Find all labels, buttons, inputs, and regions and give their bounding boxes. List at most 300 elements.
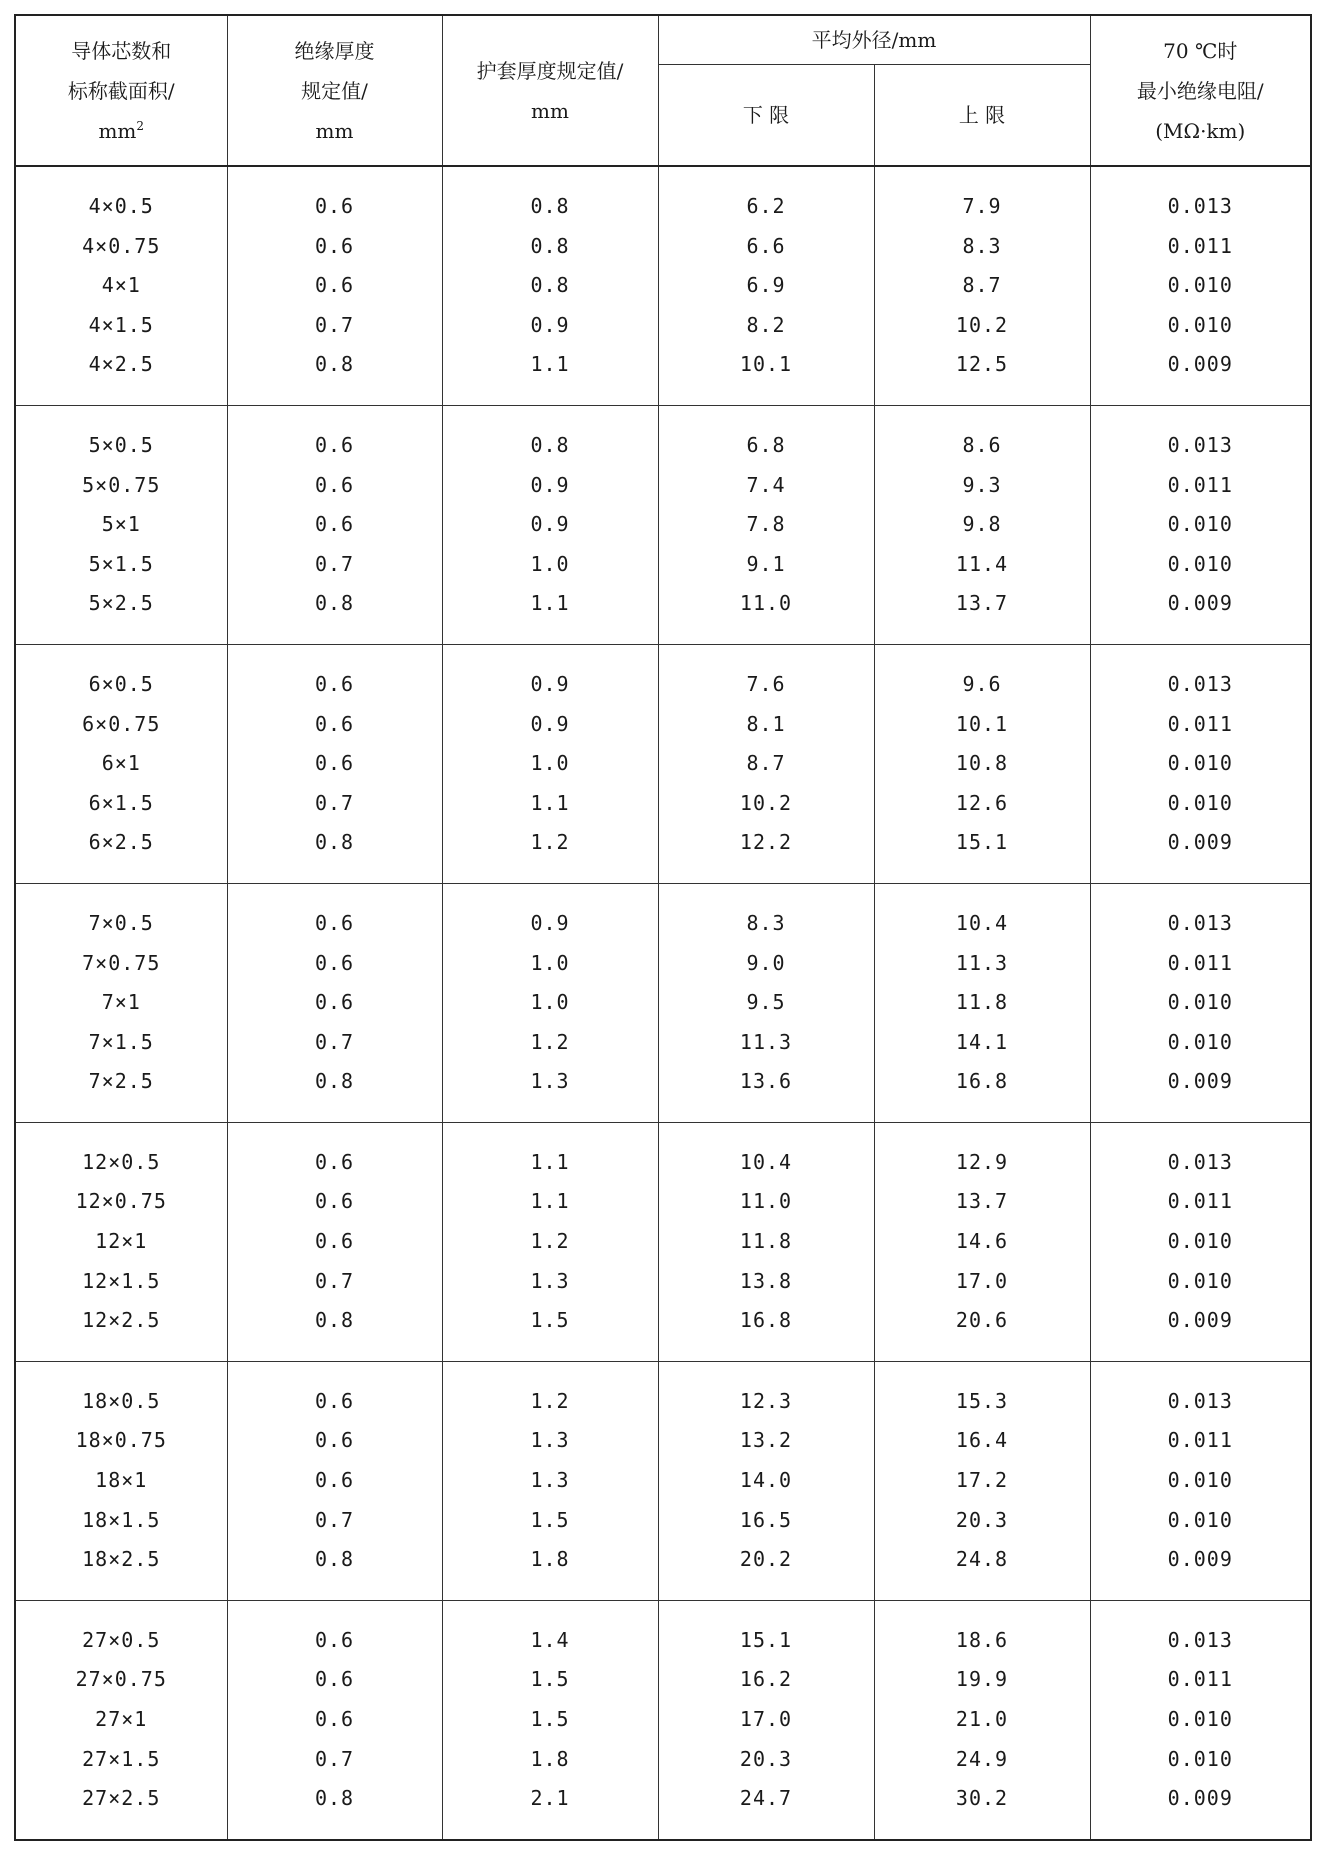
insulation-cell: 0.7 xyxy=(227,306,442,346)
lower-limit-cell: 9.5 xyxy=(658,983,874,1023)
spacer-cell xyxy=(442,1600,658,1621)
resistance-cell: 0.011 xyxy=(1090,227,1311,267)
sheath-cell: 0.9 xyxy=(442,705,658,745)
insulation-cell: 0.6 xyxy=(227,1461,442,1501)
upper-limit-cell: 18.6 xyxy=(874,1621,1090,1661)
spacer-cell xyxy=(15,644,227,665)
table-row xyxy=(15,1779,1311,1819)
spacer-cell xyxy=(15,385,227,406)
spacer-cell xyxy=(227,1361,442,1382)
conductor-cell: 4×1 xyxy=(15,266,227,306)
table-row xyxy=(15,505,1311,545)
header-mean-outer-diameter: 平均外径/mm xyxy=(658,15,1090,65)
spacer-cell xyxy=(1090,1102,1311,1123)
spacer-cell xyxy=(1090,1600,1311,1621)
resistance-cell: 0.010 xyxy=(1090,744,1311,784)
upper-limit-cell: 16.8 xyxy=(874,1062,1090,1102)
insulation-cell: 0.8 xyxy=(227,1062,442,1102)
sheath-cell: 1.4 xyxy=(442,1621,658,1661)
spacer-cell xyxy=(658,1122,874,1143)
spacer-cell xyxy=(874,405,1090,426)
spacer-cell xyxy=(1090,1341,1311,1362)
sheath-cell: 1.1 xyxy=(442,784,658,824)
conductor-cell: 4×0.5 xyxy=(15,187,227,227)
insulation-cell: 0.6 xyxy=(227,1621,442,1661)
insulation-cell: 0.8 xyxy=(227,1301,442,1341)
resistance-cell: 0.013 xyxy=(1090,1621,1311,1661)
conductor-cell: 5×1 xyxy=(15,505,227,545)
table-row xyxy=(15,345,1311,385)
conductor-cell: 18×0.75 xyxy=(15,1421,227,1461)
table-row xyxy=(15,744,1311,784)
conductor-cell: 5×1.5 xyxy=(15,545,227,585)
upper-limit-cell: 12.5 xyxy=(874,345,1090,385)
conductor-cell: 27×2.5 xyxy=(15,1779,227,1819)
spacer-cell xyxy=(658,1600,874,1621)
lower-limit-cell: 7.8 xyxy=(658,505,874,545)
group-spacer xyxy=(15,644,1311,665)
sheath-cell: 0.9 xyxy=(442,505,658,545)
upper-limit-cell: 9.8 xyxy=(874,505,1090,545)
resistance-cell: 0.009 xyxy=(1090,584,1311,624)
spacer-cell xyxy=(874,883,1090,904)
spacer-cell xyxy=(442,644,658,665)
spacer-cell xyxy=(15,624,227,645)
lower-limit-cell: 11.8 xyxy=(658,1222,874,1262)
spacer-cell xyxy=(874,644,1090,665)
spacer-cell xyxy=(658,883,874,904)
conductor-cell: 7×0.5 xyxy=(15,904,227,944)
insulation-cell: 0.6 xyxy=(227,705,442,745)
resistance-cell: 0.010 xyxy=(1090,784,1311,824)
spacer-cell xyxy=(442,1580,658,1601)
spacer-cell xyxy=(442,883,658,904)
spacer-cell xyxy=(442,405,658,426)
table-row xyxy=(15,584,1311,624)
insulation-cell: 0.6 xyxy=(227,1143,442,1183)
conductor-cell: 12×1.5 xyxy=(15,1262,227,1302)
conductor-cell: 6×0.75 xyxy=(15,705,227,745)
conductor-cell: 27×1 xyxy=(15,1700,227,1740)
header-min-insulation-resistance: 70 ℃时 最小绝缘电阻/ (MΩ·km) xyxy=(1090,15,1311,166)
lower-limit-cell: 6.2 xyxy=(658,187,874,227)
upper-limit-cell: 15.3 xyxy=(874,1382,1090,1422)
spacer-cell xyxy=(227,644,442,665)
insulation-cell: 0.6 xyxy=(227,426,442,466)
spacer-cell xyxy=(15,1361,227,1382)
insulation-cell: 0.8 xyxy=(227,584,442,624)
spacer-cell xyxy=(227,624,442,645)
header-upper-limit: 上 限 xyxy=(874,65,1090,167)
table-row xyxy=(15,545,1311,585)
sheath-cell: 1.5 xyxy=(442,1301,658,1341)
resistance-cell: 0.009 xyxy=(1090,1779,1311,1819)
cable-spec-table xyxy=(14,14,1312,1841)
conductor-cell: 4×0.75 xyxy=(15,227,227,267)
conductor-cell: 27×0.5 xyxy=(15,1621,227,1661)
header-conductor: 导体芯数和 标称截面积/ $mm^2$ xyxy=(15,15,227,166)
lower-limit-cell: 6.9 xyxy=(658,266,874,306)
upper-limit-cell: 10.1 xyxy=(874,705,1090,745)
spacer-cell xyxy=(1090,1819,1311,1840)
upper-limit-cell: 15.1 xyxy=(874,823,1090,863)
table-row xyxy=(15,983,1311,1023)
sheath-cell: 1.8 xyxy=(442,1740,658,1780)
resistance-cell: 0.013 xyxy=(1090,904,1311,944)
insulation-cell: 0.6 xyxy=(227,944,442,984)
conductor-cell: 12×2.5 xyxy=(15,1301,227,1341)
spacer-cell xyxy=(1090,1122,1311,1143)
spacer-cell xyxy=(874,1819,1090,1840)
spacer-cell xyxy=(658,863,874,884)
sheath-cell: 1.2 xyxy=(442,823,658,863)
conductor-cell: 7×1.5 xyxy=(15,1023,227,1063)
table-row xyxy=(15,426,1311,466)
insulation-cell: 0.8 xyxy=(227,345,442,385)
upper-limit-cell: 11.3 xyxy=(874,944,1090,984)
sheath-cell: 0.8 xyxy=(442,227,658,267)
group-spacer xyxy=(15,1361,1311,1382)
upper-limit-cell: 8.3 xyxy=(874,227,1090,267)
insulation-cell: 0.6 xyxy=(227,1700,442,1740)
spacer-cell xyxy=(1090,385,1311,406)
insulation-cell: 0.6 xyxy=(227,1421,442,1461)
group-spacer xyxy=(15,1122,1311,1143)
spacer-cell xyxy=(1090,883,1311,904)
table-body xyxy=(15,166,1311,1840)
table-header xyxy=(15,15,1311,166)
upper-limit-cell: 12.6 xyxy=(874,784,1090,824)
spacer-cell xyxy=(15,863,227,884)
table-row xyxy=(15,1262,1311,1302)
spacer-cell xyxy=(874,1122,1090,1143)
insulation-cell: 0.7 xyxy=(227,784,442,824)
sheath-cell: 2.1 xyxy=(442,1779,658,1819)
spacer-cell xyxy=(658,385,874,406)
lower-limit-cell: 12.2 xyxy=(658,823,874,863)
spacer-cell xyxy=(658,1361,874,1382)
table-row xyxy=(15,1461,1311,1501)
spacer-cell xyxy=(658,1580,874,1601)
spacer-cell xyxy=(227,166,442,187)
lower-limit-cell: 17.0 xyxy=(658,1700,874,1740)
resistance-cell: 0.010 xyxy=(1090,1501,1311,1541)
upper-limit-cell: 8.6 xyxy=(874,426,1090,466)
sheath-cell: 0.9 xyxy=(442,306,658,346)
resistance-cell: 0.009 xyxy=(1090,1540,1311,1580)
sheath-cell: 1.0 xyxy=(442,545,658,585)
spacer-cell xyxy=(442,1122,658,1143)
spacer-cell xyxy=(658,1819,874,1840)
spacer-cell xyxy=(874,1600,1090,1621)
sheath-cell: 1.3 xyxy=(442,1461,658,1501)
lower-limit-cell: 24.7 xyxy=(658,1779,874,1819)
lower-limit-cell: 9.0 xyxy=(658,944,874,984)
lower-limit-cell: 13.6 xyxy=(658,1062,874,1102)
insulation-cell: 0.6 xyxy=(227,505,442,545)
table-row xyxy=(15,466,1311,506)
spacer-cell xyxy=(227,385,442,406)
spacer-cell xyxy=(227,1580,442,1601)
group-spacer xyxy=(15,385,1311,406)
lower-limit-cell: 15.1 xyxy=(658,1621,874,1661)
resistance-cell: 0.010 xyxy=(1090,1222,1311,1262)
spacer-cell xyxy=(227,863,442,884)
table-row xyxy=(15,1501,1311,1541)
upper-limit-cell: 17.0 xyxy=(874,1262,1090,1302)
insulation-cell: 0.6 xyxy=(227,187,442,227)
insulation-cell: 0.6 xyxy=(227,227,442,267)
spacer-cell xyxy=(227,1819,442,1840)
table-row xyxy=(15,266,1311,306)
table-row xyxy=(15,1062,1311,1102)
table-row xyxy=(15,1143,1311,1183)
conductor-cell: 4×1.5 xyxy=(15,306,227,346)
resistance-cell: 0.013 xyxy=(1090,1143,1311,1183)
resistance-cell: 0.011 xyxy=(1090,1660,1311,1700)
resistance-cell: 0.010 xyxy=(1090,1262,1311,1302)
sheath-cell: 1.1 xyxy=(442,1143,658,1183)
spacer-cell xyxy=(442,624,658,645)
conductor-cell: 27×1.5 xyxy=(15,1740,227,1780)
group-spacer xyxy=(15,883,1311,904)
upper-limit-cell: 20.3 xyxy=(874,1501,1090,1541)
resistance-cell: 0.013 xyxy=(1090,187,1311,227)
resistance-cell: 0.010 xyxy=(1090,1023,1311,1063)
conductor-cell: 18×1.5 xyxy=(15,1501,227,1541)
conductor-cell: 6×0.5 xyxy=(15,665,227,705)
spacer-cell xyxy=(1090,405,1311,426)
header-insulation-thickness: 绝缘厚度 规定值/ mm xyxy=(227,15,442,166)
table-row xyxy=(15,1740,1311,1780)
upper-limit-cell: 11.8 xyxy=(874,983,1090,1023)
sheath-cell: 1.2 xyxy=(442,1382,658,1422)
upper-limit-cell: 17.2 xyxy=(874,1461,1090,1501)
resistance-cell: 0.011 xyxy=(1090,1421,1311,1461)
upper-limit-cell: 9.3 xyxy=(874,466,1090,506)
group-spacer xyxy=(15,1341,1311,1362)
conductor-cell: 4×2.5 xyxy=(15,345,227,385)
group-spacer xyxy=(15,1600,1311,1621)
spacer-cell xyxy=(227,1341,442,1362)
spacer-cell xyxy=(874,624,1090,645)
sheath-cell: 1.2 xyxy=(442,1222,658,1262)
lower-limit-cell: 14.0 xyxy=(658,1461,874,1501)
conductor-cell: 12×1 xyxy=(15,1222,227,1262)
insulation-cell: 0.6 xyxy=(227,1182,442,1222)
lower-limit-cell: 11.0 xyxy=(658,1182,874,1222)
group-spacer xyxy=(15,166,1311,187)
conductor-cell: 27×0.75 xyxy=(15,1660,227,1700)
resistance-cell: 0.011 xyxy=(1090,466,1311,506)
insulation-cell: 0.7 xyxy=(227,1501,442,1541)
spacer-cell xyxy=(874,1341,1090,1362)
sheath-cell: 0.8 xyxy=(442,187,658,227)
spacer-cell xyxy=(442,166,658,187)
insulation-cell: 0.8 xyxy=(227,823,442,863)
sheath-cell: 1.2 xyxy=(442,1023,658,1063)
upper-limit-cell: 10.2 xyxy=(874,306,1090,346)
table-row xyxy=(15,1382,1311,1422)
spacer-cell xyxy=(874,1580,1090,1601)
group-spacer xyxy=(15,624,1311,645)
table-row xyxy=(15,1621,1311,1661)
upper-limit-cell: 30.2 xyxy=(874,1779,1090,1819)
resistance-cell: 0.010 xyxy=(1090,306,1311,346)
spacer-cell xyxy=(227,1122,442,1143)
table-row xyxy=(15,1700,1311,1740)
insulation-cell: 0.6 xyxy=(227,983,442,1023)
resistance-cell: 0.010 xyxy=(1090,505,1311,545)
conductor-cell: 5×0.75 xyxy=(15,466,227,506)
group-spacer xyxy=(15,1102,1311,1123)
lower-limit-cell: 16.5 xyxy=(658,1501,874,1541)
table-row xyxy=(15,904,1311,944)
sheath-cell: 1.1 xyxy=(442,1182,658,1222)
resistance-cell: 0.010 xyxy=(1090,266,1311,306)
lower-limit-cell: 7.4 xyxy=(658,466,874,506)
lower-limit-cell: 6.6 xyxy=(658,227,874,267)
insulation-cell: 0.6 xyxy=(227,266,442,306)
upper-limit-cell: 16.4 xyxy=(874,1421,1090,1461)
sheath-cell: 1.3 xyxy=(442,1262,658,1302)
spacer-cell xyxy=(1090,1580,1311,1601)
spacer-cell xyxy=(15,1819,227,1840)
lower-limit-cell: 8.3 xyxy=(658,904,874,944)
conductor-cell: 18×0.5 xyxy=(15,1382,227,1422)
upper-limit-cell: 24.8 xyxy=(874,1540,1090,1580)
conductor-cell: 7×0.75 xyxy=(15,944,227,984)
upper-limit-cell: 12.9 xyxy=(874,1143,1090,1183)
lower-limit-cell: 9.1 xyxy=(658,545,874,585)
lower-limit-cell: 8.7 xyxy=(658,744,874,784)
resistance-cell: 0.013 xyxy=(1090,1382,1311,1422)
spacer-cell xyxy=(227,883,442,904)
spacer-cell xyxy=(15,1600,227,1621)
upper-limit-cell: 13.7 xyxy=(874,584,1090,624)
spacer-cell xyxy=(658,405,874,426)
group-spacer xyxy=(15,1819,1311,1840)
resistance-cell: 0.010 xyxy=(1090,983,1311,1023)
insulation-cell: 0.8 xyxy=(227,1779,442,1819)
table-row xyxy=(15,784,1311,824)
lower-limit-cell: 20.2 xyxy=(658,1540,874,1580)
spacer-cell xyxy=(874,166,1090,187)
conductor-cell: 18×1 xyxy=(15,1461,227,1501)
upper-limit-cell: 14.6 xyxy=(874,1222,1090,1262)
insulation-cell: 0.6 xyxy=(227,1382,442,1422)
insulation-cell: 0.7 xyxy=(227,545,442,585)
table-row xyxy=(15,944,1311,984)
insulation-cell: 0.7 xyxy=(227,1262,442,1302)
spacer-cell xyxy=(442,1102,658,1123)
table-row xyxy=(15,187,1311,227)
spacer-cell xyxy=(658,644,874,665)
spacer-cell xyxy=(1090,1361,1311,1382)
resistance-cell: 0.011 xyxy=(1090,1182,1311,1222)
resistance-cell: 0.009 xyxy=(1090,823,1311,863)
lower-limit-cell: 20.3 xyxy=(658,1740,874,1780)
resistance-cell: 0.011 xyxy=(1090,705,1311,745)
spacer-cell xyxy=(442,1819,658,1840)
conductor-cell: 7×2.5 xyxy=(15,1062,227,1102)
table-row xyxy=(15,1222,1311,1262)
table-row xyxy=(15,705,1311,745)
resistance-cell: 0.010 xyxy=(1090,1461,1311,1501)
sheath-cell: 1.8 xyxy=(442,1540,658,1580)
spacer-cell xyxy=(442,1341,658,1362)
sheath-cell: 0.9 xyxy=(442,466,658,506)
conductor-cell: 6×1.5 xyxy=(15,784,227,824)
table-row xyxy=(15,1301,1311,1341)
lower-limit-cell: 10.2 xyxy=(658,784,874,824)
spacer-cell xyxy=(1090,644,1311,665)
sheath-cell: 0.9 xyxy=(442,904,658,944)
upper-limit-cell: 13.7 xyxy=(874,1182,1090,1222)
insulation-cell: 0.6 xyxy=(227,904,442,944)
spacer-cell xyxy=(15,1341,227,1362)
spacer-cell xyxy=(874,1361,1090,1382)
spacer-cell xyxy=(15,883,227,904)
resistance-cell: 0.010 xyxy=(1090,1700,1311,1740)
spacer-cell xyxy=(227,405,442,426)
header-lower-limit: 下 限 xyxy=(658,65,874,167)
header-sheath-thickness: 护套厚度规定值/ mm xyxy=(442,15,658,166)
sheath-cell: 1.5 xyxy=(442,1501,658,1541)
upper-limit-cell: 14.1 xyxy=(874,1023,1090,1063)
upper-limit-cell: 20.6 xyxy=(874,1301,1090,1341)
conductor-cell: 6×2.5 xyxy=(15,823,227,863)
table-row xyxy=(15,1421,1311,1461)
spacer-cell xyxy=(658,166,874,187)
upper-limit-cell: 24.9 xyxy=(874,1740,1090,1780)
lower-limit-cell: 13.2 xyxy=(658,1421,874,1461)
lower-limit-cell: 16.8 xyxy=(658,1301,874,1341)
resistance-cell: 0.009 xyxy=(1090,1062,1311,1102)
spacer-cell xyxy=(15,405,227,426)
insulation-cell: 0.6 xyxy=(227,744,442,784)
sheath-cell: 1.1 xyxy=(442,345,658,385)
sheath-cell: 0.8 xyxy=(442,426,658,466)
spacer-cell xyxy=(1090,166,1311,187)
resistance-cell: 0.013 xyxy=(1090,426,1311,466)
sheath-cell: 1.1 xyxy=(442,584,658,624)
insulation-cell: 0.6 xyxy=(227,1222,442,1262)
conductor-cell: 12×0.75 xyxy=(15,1182,227,1222)
spacer-cell xyxy=(874,863,1090,884)
conductor-cell: 6×1 xyxy=(15,744,227,784)
lower-limit-cell: 16.2 xyxy=(658,1660,874,1700)
spacer-cell xyxy=(227,1102,442,1123)
spacer-cell xyxy=(15,1580,227,1601)
spacer-cell xyxy=(15,166,227,187)
spacer-cell xyxy=(658,1102,874,1123)
group-spacer xyxy=(15,1580,1311,1601)
lower-limit-cell: 12.3 xyxy=(658,1382,874,1422)
table-row xyxy=(15,306,1311,346)
insulation-cell: 0.6 xyxy=(227,466,442,506)
lower-limit-cell: 6.8 xyxy=(658,426,874,466)
spacer-cell xyxy=(15,1122,227,1143)
insulation-cell: 0.6 xyxy=(227,1660,442,1700)
spacer-cell xyxy=(1090,863,1311,884)
spacer-cell xyxy=(658,1341,874,1362)
spacer-cell xyxy=(442,385,658,406)
table-row xyxy=(15,1540,1311,1580)
upper-limit-cell: 10.8 xyxy=(874,744,1090,784)
table-row xyxy=(15,1660,1311,1700)
spacer-cell xyxy=(658,624,874,645)
